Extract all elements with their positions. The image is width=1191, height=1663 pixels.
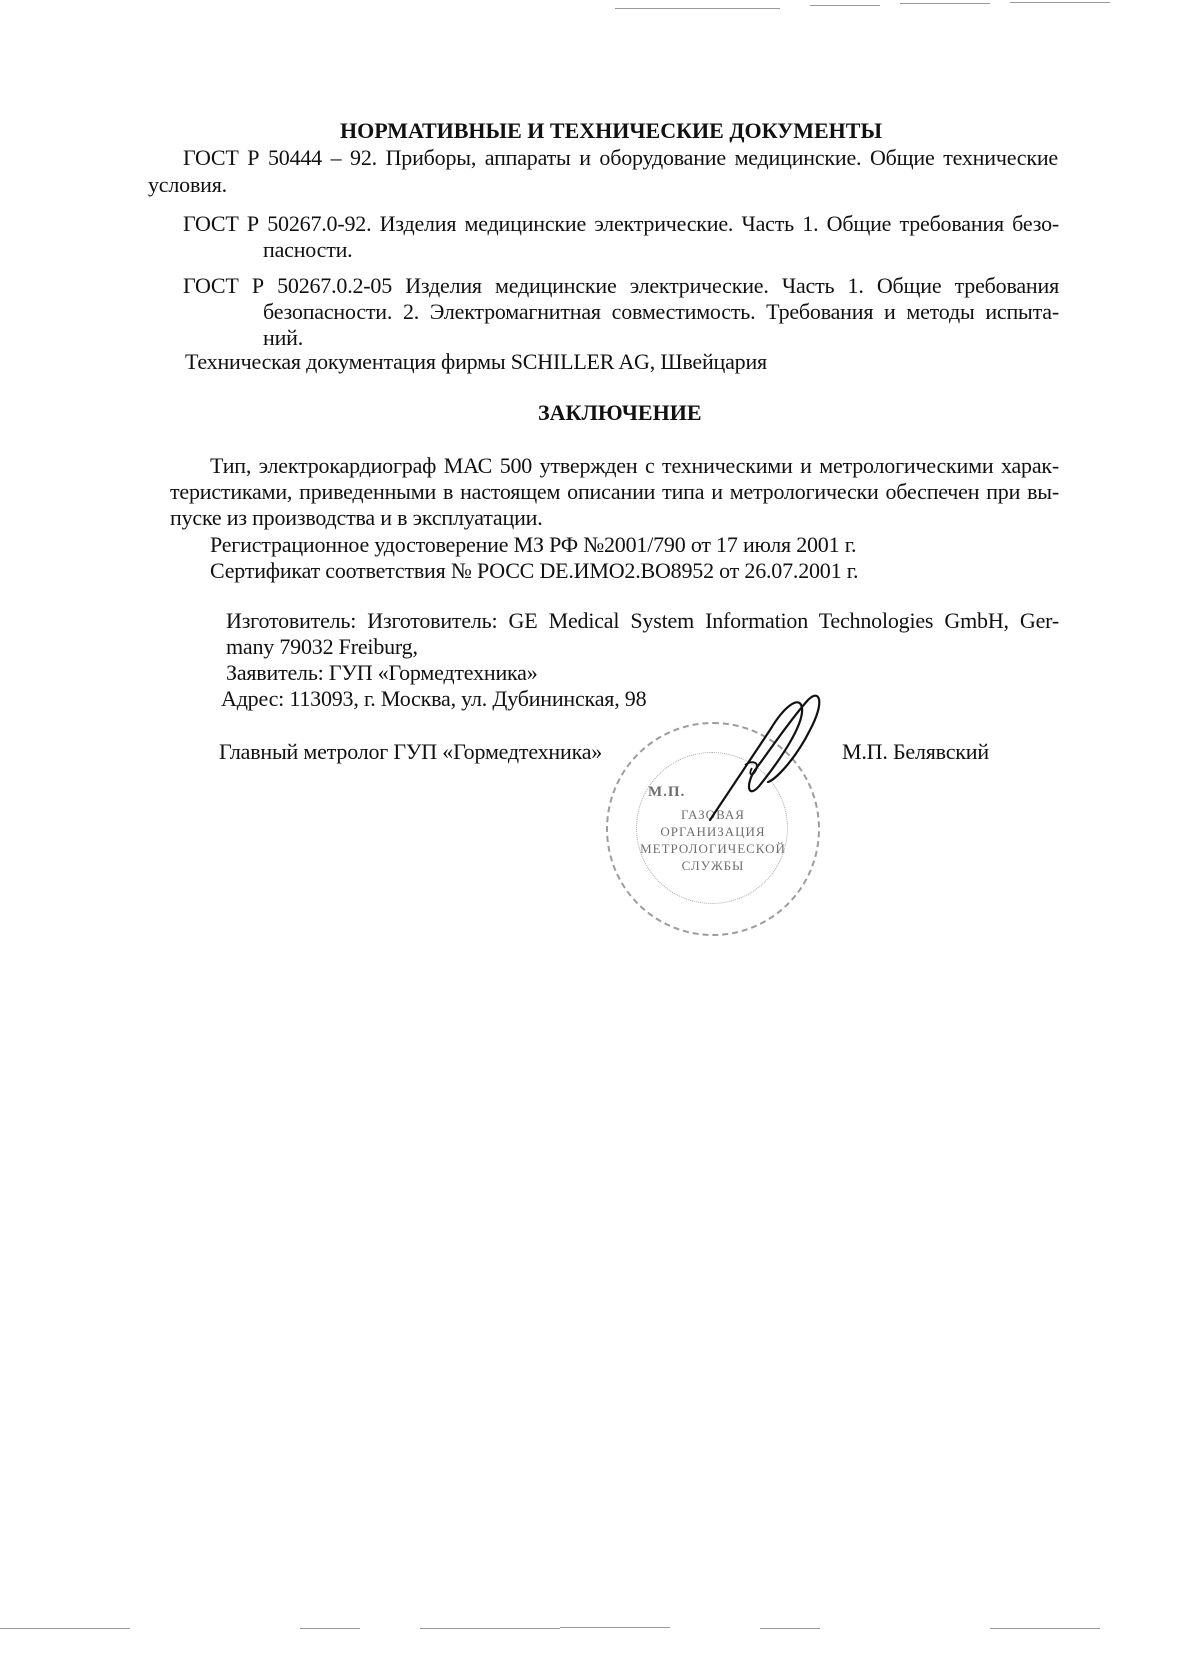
address: Адрес: 113093, г. Москва, ул. Дубининская, 98 bbox=[221, 686, 647, 711]
doc-line: пасности. bbox=[263, 237, 353, 262]
section-title-conclusion: ЗАКЛЮЧЕНИЕ bbox=[538, 400, 702, 425]
doc-line: ний. bbox=[263, 325, 304, 350]
doc-line: условия. bbox=[148, 172, 227, 197]
stamp-text-line: МЕТРОЛОГИЧЕСКОЙ bbox=[640, 841, 786, 856]
stamp-text-line: ГАЗОВАЯ bbox=[681, 807, 745, 822]
stamp-mark: М.П. bbox=[648, 784, 686, 800]
doc-line: безопасности. 2. Электромагнитная совместимость. Требования и методы испыта- bbox=[263, 299, 1059, 324]
stamp-text-line: ОРГАНИЗАЦИЯ bbox=[660, 824, 766, 839]
doc-line: Техническая документация фирмы SCHILLER AG, Швейцария bbox=[185, 349, 767, 374]
section-title-normative-docs: НОРМАТИВНЫЕ И ТЕХНИЧЕСКИЕ ДОКУМЕНТЫ bbox=[340, 118, 883, 143]
doc-line: ГОСТ Р 50444 – 92. Приборы, аппараты и оборудование медицинские. Общие технические bbox=[183, 145, 1058, 170]
paragraph-line: Тип, электрокардиограф МАС 500 утвержден с техническими и метрологическими харак- bbox=[210, 453, 1059, 478]
paragraph-line: пуске из производства и в эксплуатации. bbox=[170, 505, 543, 530]
signatory-name: М.П. Белявский bbox=[842, 739, 989, 764]
manufacturer-line: Изготовитель: Изготовитель: GE Medical System Information Technologies GmbH, Ger- bbox=[226, 608, 1059, 633]
signatory-position: Главный метролог ГУП «Гормедтехника» bbox=[219, 739, 603, 764]
registration-certificate: Регистрационное удостоверение МЗ РФ №2001/790 от 17 июля 2001 г. bbox=[210, 532, 857, 557]
applicant: Заявитель: ГУП «Гормедтехника» bbox=[226, 660, 538, 685]
doc-line: ГОСТ Р 50267.0-92. Изделия медицинские электрические. Часть 1. Общие требования безо- bbox=[183, 211, 1059, 236]
doc-line: ГОСТ Р 50267.0.2-05 Изделия медицинские электрические. Часть 1. Общие требования bbox=[183, 273, 1059, 298]
paragraph-line: теристиками, приведенными в настоящем описании типа и метрологически обеспечен при вы- bbox=[170, 479, 1059, 504]
stamp-text-line: СЛУЖБЫ bbox=[681, 858, 745, 873]
handwritten-signature-icon bbox=[690, 690, 830, 830]
manufacturer-line: many 79032 Freiburg, bbox=[226, 634, 418, 659]
conformity-certificate: Сертификат соответствия № РОСС DE.ИМО2.ВО8952 от 26.07.2001 г. bbox=[210, 558, 859, 583]
